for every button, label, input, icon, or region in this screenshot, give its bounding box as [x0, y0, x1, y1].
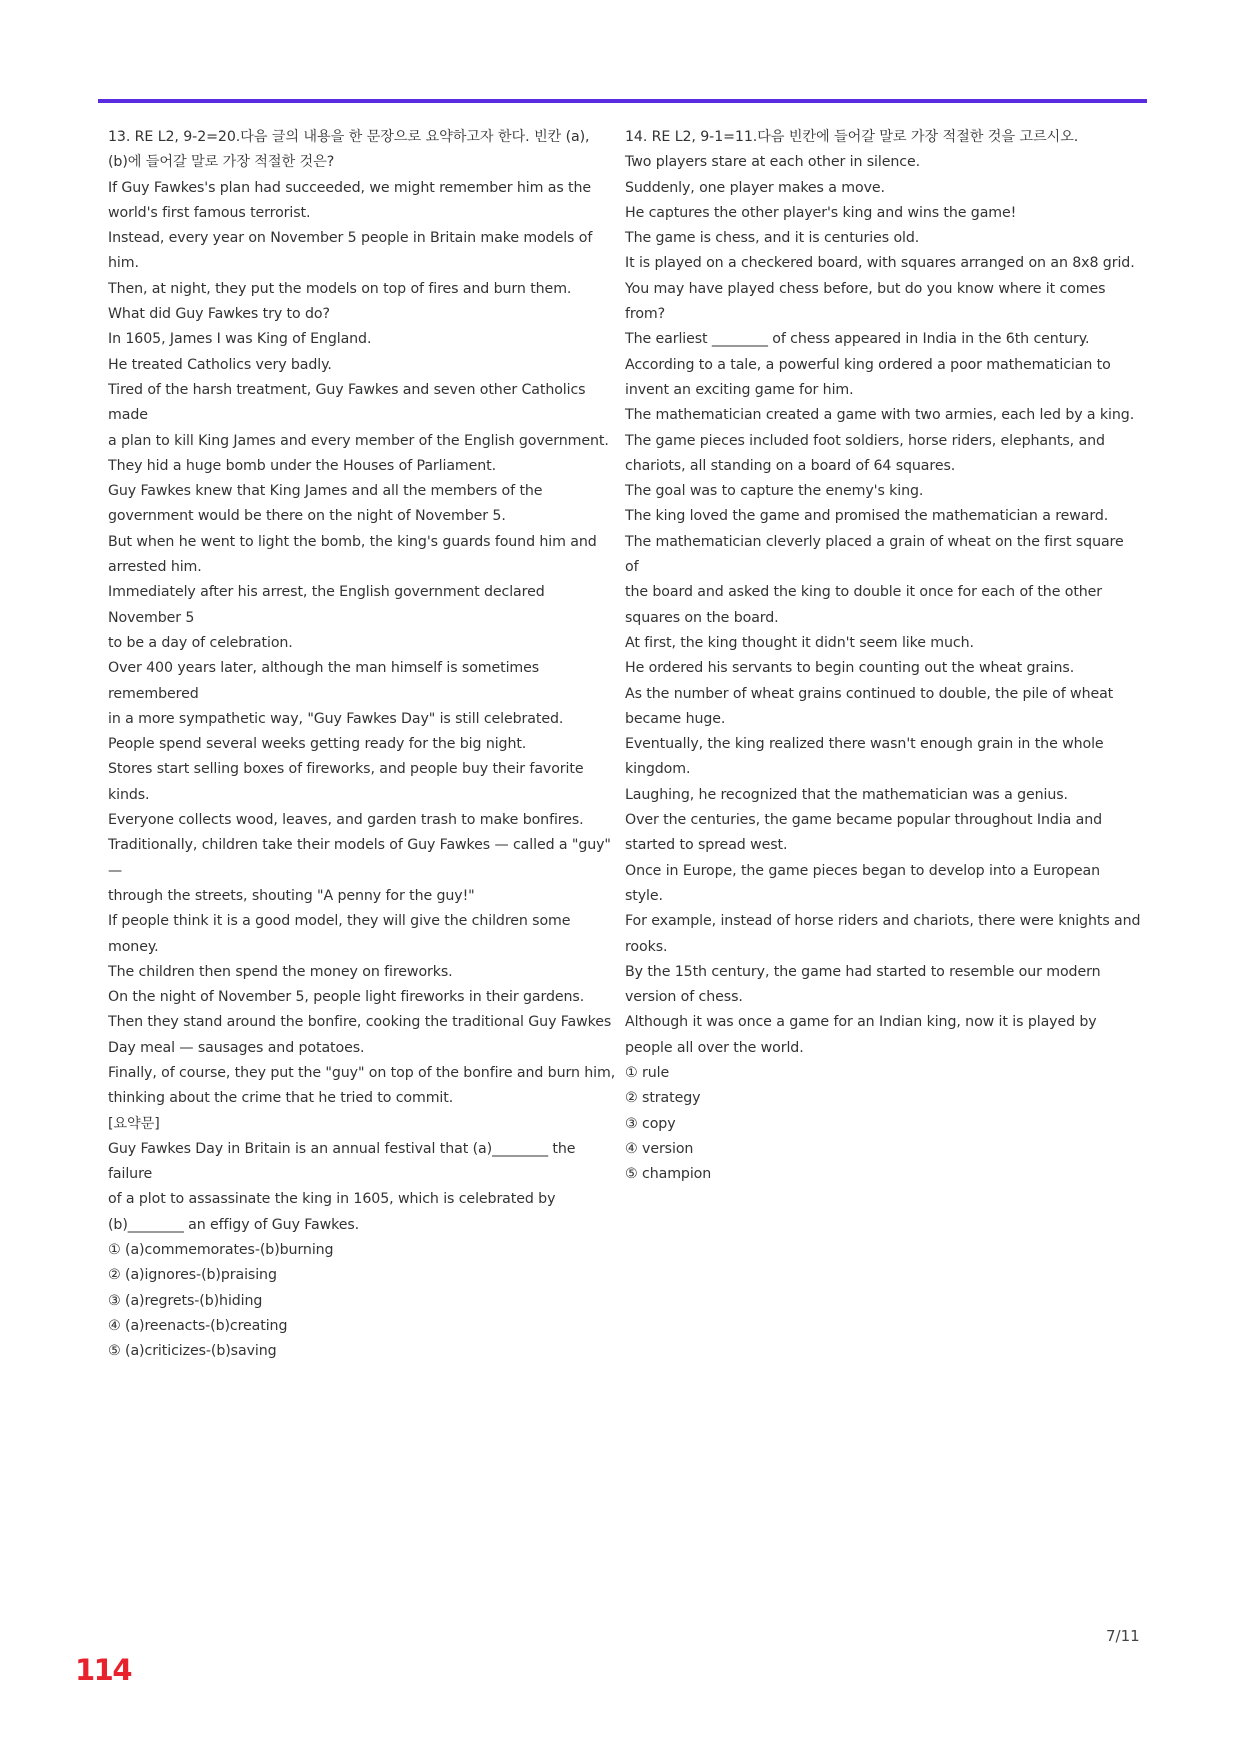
- q13-line: world's first famous terrorist.: [108, 204, 311, 221]
- q14-line: He ordered his servants to begin counting out the wheat grains.: [625, 660, 1075, 677]
- q13-line: But when he went to light the bomb, the king's guards found him and: [108, 533, 597, 550]
- q13-line: 13. RE L2, 9-2=20.다음 글의 내용을 한 문장으로 요약하고자 한다. 빈칸 (a),: [108, 129, 590, 145]
- q13-line: ③ (a)regrets-(b)hiding: [108, 1292, 263, 1309]
- q13-line: They hid a huge bomb under the Houses of Parliament.: [108, 457, 497, 474]
- q14-line: The mathematician cleverly placed a grain of wheat on the first square of: [625, 533, 1129, 576]
- q14-line: According to a tale, a powerful king ordered a poor mathematician to: [625, 356, 1111, 373]
- q14-line: Over the centuries, the game became popular throughout India and: [625, 812, 1103, 829]
- q13-line: ② (a)ignores-(b)praising: [108, 1267, 277, 1284]
- q14-line: The mathematician created a game with two armies, each led by a king.: [625, 407, 1135, 424]
- q14-line: The king loved the game and promised the mathematician a reward.: [625, 508, 1109, 525]
- q13-line: government would be there on the night of November 5.: [108, 508, 506, 525]
- q14-line: chariots, all standing on a board of 64 squares.: [625, 457, 956, 474]
- q13-line: If Guy Fawkes's plan had succeeded, we might remember him as the: [108, 179, 592, 196]
- q14-line: At first, the king thought it didn't seem like much.: [625, 634, 974, 651]
- q13-line: Instead, every year on November 5 people in Britain make models of him.: [108, 230, 597, 272]
- q13-line: a plan to kill King James and every member of the English government.: [108, 432, 609, 449]
- q13-line: Then they stand around the bonfire, cooking the traditional Guy Fawkes: [108, 1014, 612, 1031]
- question-13-column: [108, 125, 616, 1365]
- q13-line: to be a day of celebration.: [108, 634, 293, 651]
- q14-line: Although it was once a game for an Indian king, now it is played by: [625, 1014, 1097, 1031]
- q13-line: ④ (a)reenacts-(b)creating: [108, 1317, 288, 1334]
- question-14-column: [625, 125, 1141, 1187]
- q14-line: the board and asked the king to double it once for each of the other: [625, 584, 1103, 601]
- q13-line: [요약문]: [108, 1115, 160, 1132]
- q14-line: Once in Europe, the game pieces began to develop into a European style.: [625, 862, 1105, 904]
- q14-line: Laughing, he recognized that the mathematician was a genius.: [625, 786, 1068, 803]
- q14-line: He captures the other player's king and wins the game!: [625, 204, 1017, 221]
- q13-line: Guy Fawkes Day in Britain is an annual festival that (a)________ the failure: [108, 1140, 580, 1183]
- q14-line: For example, instead of horse riders and chariots, there were knights and: [625, 913, 1141, 930]
- q13-line: (b)________ an effigy of Guy Fawkes.: [108, 1216, 360, 1233]
- q13-line: Over 400 years later, although the man himself is sometimes remembered: [108, 660, 544, 702]
- q13-line: Everyone collects wood, leaves, and garden trash to make bonfires.: [108, 812, 584, 829]
- q14-line: It is played on a checkered board, with squares arranged on an 8x8 grid.: [625, 255, 1135, 272]
- q13-line: People spend several weeks getting ready for the big night.: [108, 736, 527, 753]
- q14-line: from?: [625, 306, 666, 323]
- q13-line: arrested him.: [108, 559, 202, 576]
- q14-line: The goal was to capture the enemy's king.: [625, 483, 924, 500]
- q14-line: The earliest ________ of chess appeared in India in the 6th century.: [625, 331, 1090, 348]
- q14-line: rooks.: [625, 938, 668, 955]
- q14-line: The game is chess, and it is centuries old.: [625, 230, 920, 247]
- q13-line: In 1605, James I was King of England.: [108, 331, 372, 348]
- header-rule: [98, 99, 1147, 103]
- q13-line: On the night of November 5, people light fireworks in their gardens.: [108, 989, 585, 1006]
- folio-number: 114: [75, 1653, 132, 1687]
- q14-line: ④ version: [625, 1140, 694, 1157]
- q13-line: in a more sympathetic way, "Guy Fawkes Day" is still celebrated.: [108, 710, 564, 727]
- q13-line: He treated Catholics very badly.: [108, 356, 332, 373]
- q13-line: Traditionally, children take their models of Guy Fawkes — called a "guy" —: [108, 837, 616, 879]
- q13-line: Stores start selling boxes of fireworks, and people buy their favorite kinds.: [108, 761, 588, 803]
- q13-line: Then, at night, they put the models on top of fires and burn them.: [108, 280, 572, 297]
- q13-line: ① (a)commemorates-(b)burning: [108, 1242, 334, 1259]
- q13-line: thinking about the crime that he tried to commit.: [108, 1090, 454, 1107]
- q13-line: If people think it is a good model, they will give the children some money.: [108, 913, 575, 955]
- q14-line: By the 15th century, the game had started to resemble our modern: [625, 963, 1101, 980]
- q14-line: people all over the world.: [625, 1039, 804, 1056]
- q13-line: The children then spend the money on fireworks.: [108, 963, 453, 980]
- q14-line: ③ copy: [625, 1115, 676, 1132]
- q14-line: 14. RE L2, 9-1=11.다음 빈칸에 들어갈 말로 가장 적절한 것을 고르시오.: [625, 129, 1079, 145]
- q14-line: started to spread west.: [625, 837, 788, 854]
- q13-line: (b)에 들어갈 말로 가장 적절한 것은?: [108, 154, 335, 171]
- q14-line: ① rule: [625, 1064, 670, 1081]
- q13-line: Tired of the harsh treatment, Guy Fawkes and seven other Catholics made: [108, 381, 590, 424]
- q14-line: Eventually, the king realized there wasn't enough grain in the whole: [625, 736, 1104, 753]
- q14-line: The game pieces included foot soldiers, horse riders, elephants, and: [625, 432, 1105, 449]
- page-number: 7/11: [1106, 1627, 1140, 1645]
- q13-line: Immediately after his arrest, the English government declared November 5: [108, 584, 550, 626]
- q14-line: As the number of wheat grains continued to double, the pile of wheat: [625, 685, 1114, 702]
- q13-line: of a plot to assassinate the king in 1605, which is celebrated by: [108, 1191, 556, 1208]
- q13-line: ⑤ (a)criticizes-(b)saving: [108, 1343, 277, 1360]
- q14-line: became huge.: [625, 710, 726, 727]
- q14-line: Two players stare at each other in silence.: [625, 154, 920, 171]
- q14-line: version of chess.: [625, 989, 743, 1006]
- q14-line: ⑤ champion: [625, 1166, 712, 1183]
- q13-line: What did Guy Fawkes try to do?: [108, 306, 330, 323]
- q14-line: ② strategy: [625, 1090, 701, 1107]
- q14-line: invent an exciting game for him.: [625, 381, 854, 398]
- q13-line: Guy Fawkes knew that King James and all the members of the: [108, 483, 543, 500]
- q13-line: Day meal — sausages and potatoes.: [108, 1039, 365, 1056]
- q14-line: You may have played chess before, but do you know where it comes: [625, 280, 1106, 297]
- q13-line: through the streets, shouting "A penny for the guy!": [108, 887, 475, 904]
- q13-line: Finally, of course, they put the "guy" on top of the bonfire and burn him,: [108, 1064, 616, 1081]
- q14-line: squares on the board.: [625, 609, 779, 626]
- q14-line: Suddenly, one player makes a move.: [625, 179, 885, 196]
- q14-line: kingdom.: [625, 761, 691, 778]
